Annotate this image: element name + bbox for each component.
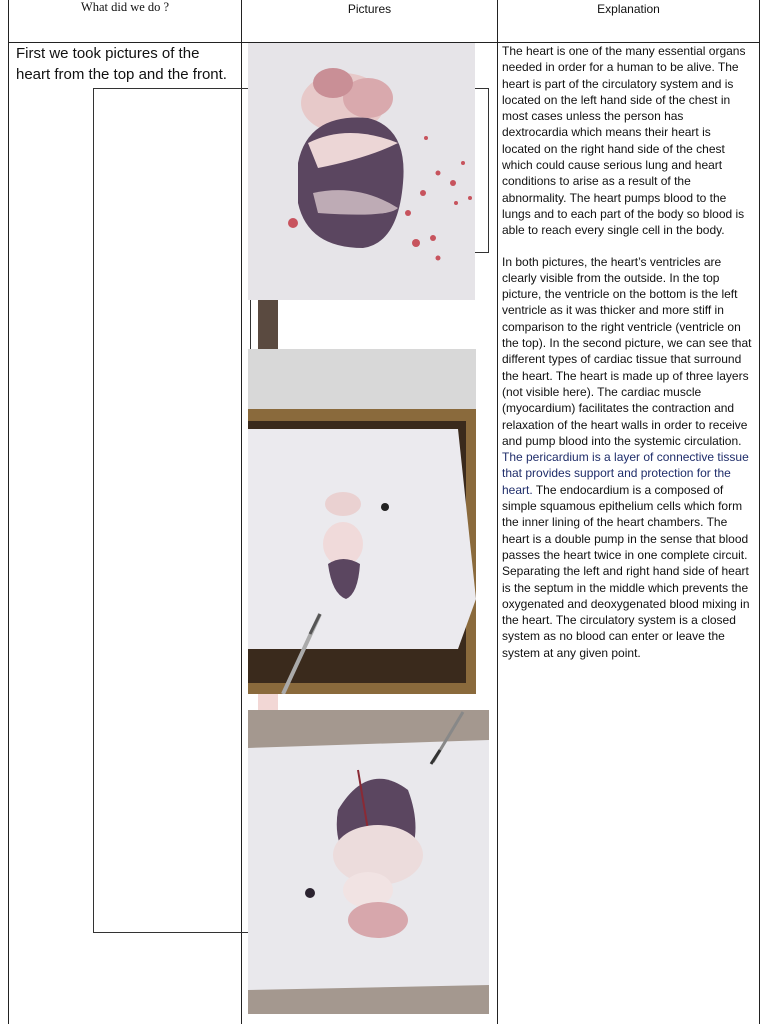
header-pictures: Pictures	[347, 2, 392, 16]
explanation-paragraph-2-end: The endocardium is a composed of simple squamous epithelium cells which form the inner lining of the heart chambers. The heart is a double pump in the sense that blood passes the heart twice in one complete circuit. Separating the left and right hand side of heart is the septum in the middle which prevents the oxygenated and deoxygenated blood mixing in the heart. The circulatory system is a closed system as no blood can enter or leave the system at any given point.	[502, 482, 750, 660]
connector-bracket-right	[475, 88, 489, 253]
connector-bracket	[93, 88, 249, 933]
heart-front-view-photo	[248, 710, 489, 1014]
header-explanation: Explanation	[597, 2, 660, 16]
what-did-we-do-text: First we took pictures of the heart from the top and the front.	[16, 45, 227, 83]
pericardium-highlight: The pericardium is a layer of connective tissue that provides support and protection for the heart.	[502, 450, 749, 497]
header-what-did-we-do: What did we do ?	[80, 0, 170, 14]
explanation-paragraph-2	[502, 254, 752, 661]
heart-top-view-photo	[248, 43, 475, 300]
explanation-paragraph-1: The heart is one of the many essential organs needed in order for a human to be alive. The heart is part of the circulatory system and is located on the left hand side of the chest in most cases unless the person has dextrocardia which means their heart is located on the right hand side of the chest which could cause serious lung and heart conditions to arise as a result of the abnormality. The heart pumps blood to the lungs and to each part of the body so blood is able to reach every single cell in the body.	[502, 44, 746, 238]
heart-on-tray-photo	[248, 349, 476, 694]
explanation-text	[502, 43, 752, 676]
photo-edge-strip	[258, 300, 278, 350]
column-divider-2	[497, 0, 498, 1024]
connector-line	[250, 300, 251, 350]
explanation-paragraph-2-start: In both pictures, the heart’s ventricles are clearly visible from the outside. In the top picture, the ventricle on the bottom is the left ventricle as it was thicker and more stiff in comparison to the right ventricle (ventricle on the top). In the second picture, we can see that different types of cardiac tissue that surround the heart. The heart is made up of three layers (not visible here). The cardiac muscle (myocardium) facilitates the contraction and relaxation of the heart walls in order to receive and pump blood into the systemic circulation.	[502, 254, 752, 448]
photo-edge-strip	[258, 694, 278, 710]
